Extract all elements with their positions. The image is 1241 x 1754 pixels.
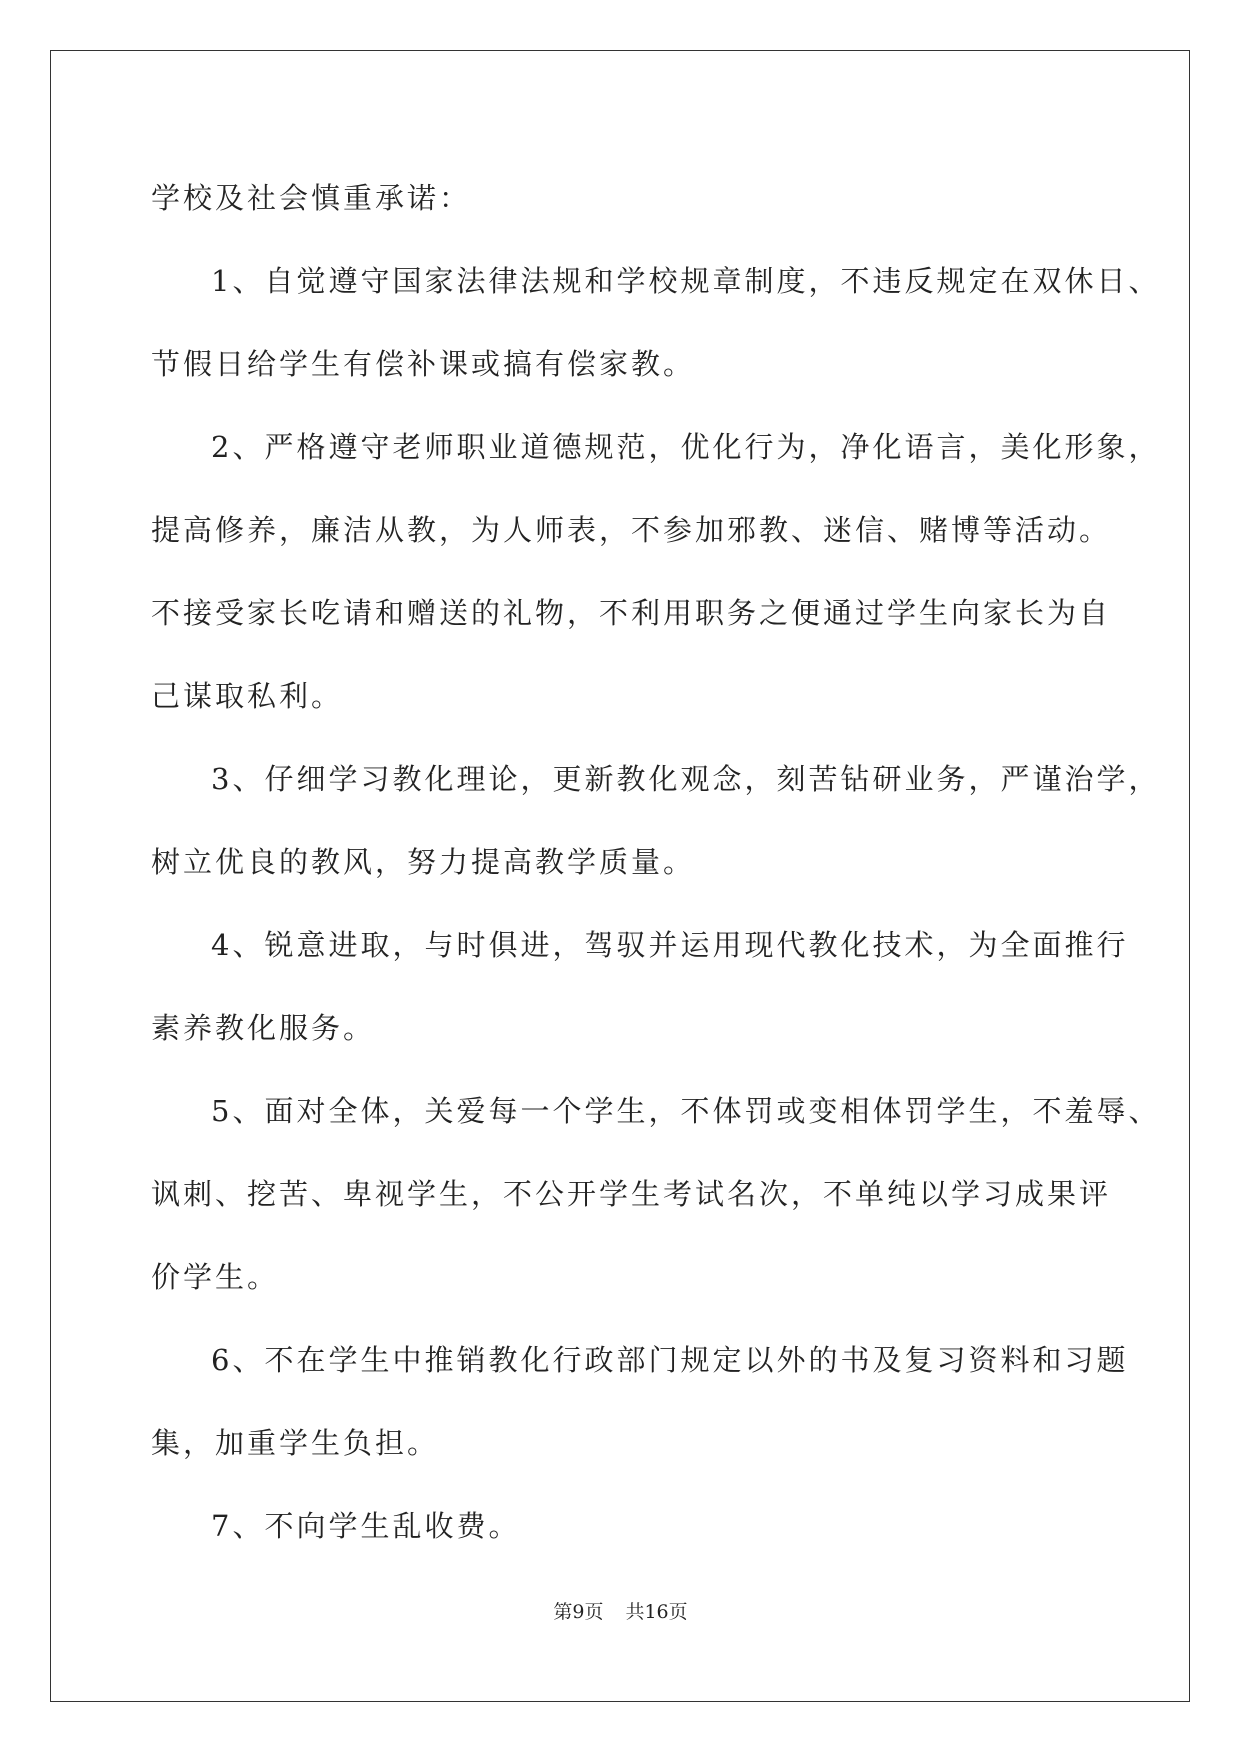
list-item-1: 1、自觉遵守国家法律法规和学校规章制度，不违反规定在双休日、 (211, 264, 1161, 298)
text-line: 节假日给学生有偿补课或搞有偿家教。 (151, 347, 696, 381)
list-item-6: 6、不在学生中推销教化行政部门规定以外的书及复习资料和习题 (211, 1343, 1129, 1377)
page-footer (0, 1597, 1241, 1624)
text-line: 树立优良的教风，努力提高教学质量。 (151, 845, 696, 879)
list-item-2: 2、严格遵守老师职业道德规范，优化行为，净化语言，美化形象， (211, 430, 1161, 464)
document-body (151, 157, 1161, 1568)
text-line: 提高修养，廉洁从教，为人师表，不参加邪教、迷信、赌博等活动。 (151, 513, 1112, 547)
text-line: 己谋取私利。 (151, 679, 344, 713)
text-line: 学校及社会慎重承诺： (151, 181, 472, 215)
text-line: 讽刺、挖苦、卑视学生，不公开学生考试名次，不单纯以学习成果评 (151, 1177, 1112, 1211)
text-line: 集，加重学生负担。 (151, 1426, 440, 1460)
list-item-5: 5、面对全体，关爱每一个学生，不体罚或变相体罚学生，不羞辱、 (211, 1094, 1161, 1128)
list-item-4: 4、锐意进取，与时俱进，驾驭并运用现代教化技术，为全面推行 (211, 928, 1129, 962)
list-item-3: 3、仔细学习教化理论，更新教化观念，刻苦钻研业务，严谨治学， (211, 762, 1161, 796)
page-total: 共16页 (625, 1601, 688, 1623)
list-item-7: 7、不向学生乱收费。 (211, 1509, 521, 1543)
text-line: 不接受家长吃请和赠送的礼物，不利用职务之便通过学生向家长为自 (151, 596, 1112, 630)
text-line: 价学生。 (151, 1260, 280, 1294)
page-number: 第9页 (553, 1601, 604, 1623)
text-line: 素养教化服务。 (151, 1011, 376, 1045)
